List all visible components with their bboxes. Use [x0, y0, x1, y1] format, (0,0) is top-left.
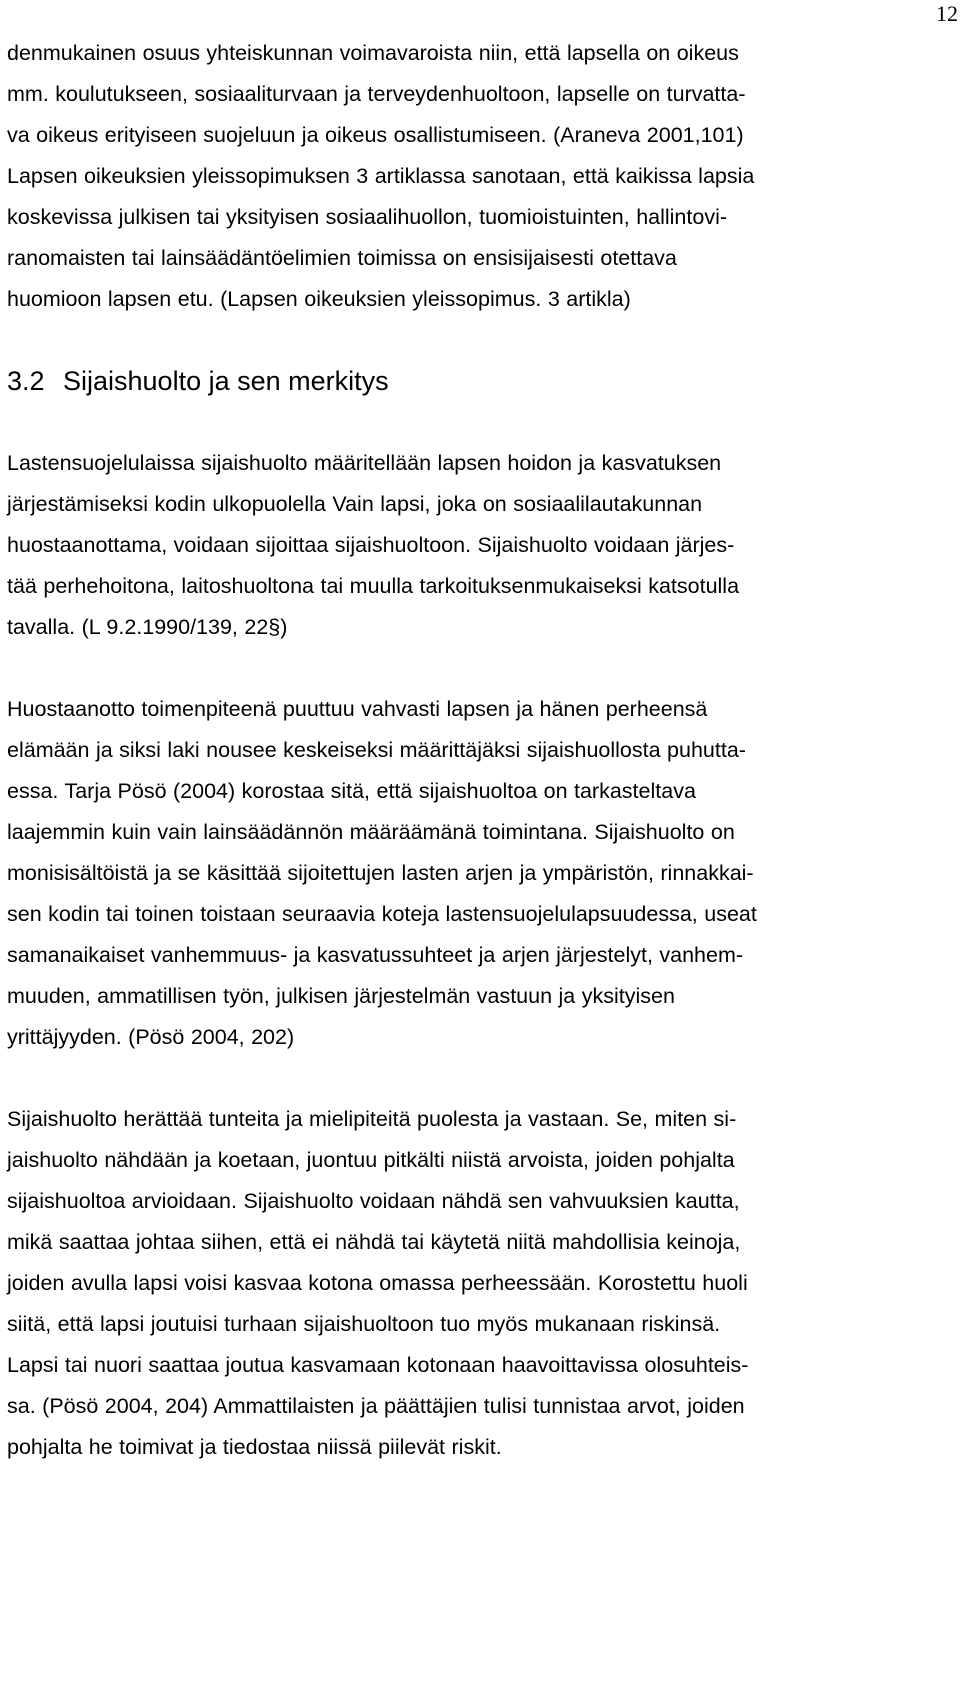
text-line: joiden avulla lapsi voisi kasvaa kotona omassa perheessään. Korostettu huoli — [7, 1271, 748, 1295]
text-line: huostaanottama, voidaan sijoittaa sijaishuoltoon. Sijaishuolto voidaan järjes- — [7, 533, 735, 557]
text-line: mm. koulutukseen, sosiaaliturvaan ja terveydenhuoltoon, lapselle on turvatta- — [7, 82, 746, 106]
paragraph-definition — [7, 443, 955, 648]
paragraph-spacer — [7, 402, 955, 443]
text-line: essa. Tarja Pösö (2004) korostaa sitä, että sijaishuoltoa on tarkasteltava — [7, 779, 696, 803]
text-line: tavalla. (L 9.2.1990/139, 22§) — [7, 615, 288, 639]
text-line: pohjalta he toimivat ja tiedostaa niissä piilevät riskit. — [7, 1435, 502, 1459]
paragraph-spacer — [7, 648, 955, 689]
text-line: ranomaisten tai lainsäädäntöelimien toimissa on ensisijaisesti otettava — [7, 246, 677, 270]
text-line: samanaikaiset vanhemmuus- ja kasvatussuhteet ja arjen järjestelyt, vanhem- — [7, 943, 744, 967]
paragraph-spacer — [7, 1058, 955, 1099]
section-heading — [7, 361, 955, 402]
section-title: Sijaishuolto ja sen merkitys — [63, 366, 389, 396]
text-line: huomioon lapsen etu. (Lapsen oikeuksien yleissopimus. 3 artikla) — [7, 287, 631, 311]
text-line: Lapsen oikeuksien yleissopimuksen 3 artiklassa sanotaan, että kaikissa lapsia — [7, 164, 755, 188]
text-line: jaishuolto nähdään ja koetaan, juontuu pitkälti niistä arvoista, joiden pohjalta — [7, 1148, 735, 1172]
text-line: yrittäjyyden. (Pösö 2004, 202) — [7, 1025, 295, 1049]
paragraph-spacer — [7, 320, 955, 361]
text-line: laajemmin kuin vain lainsäädännön määräämänä toimintana. Sijaishuolto on — [7, 820, 735, 844]
text-line: va oikeus erityiseen suojeluun ja oikeus osallistumiseen. (Araneva 2001,101) — [7, 123, 744, 147]
text-line: sen kodin tai toinen toistaan seuraavia koteja lastensuojelulapsuudessa, useat — [7, 902, 757, 926]
text-line: elämään ja siksi laki nousee keskeiseksi määrittäjäksi sijaishuollosta puhutta- — [7, 738, 746, 762]
text-line: koskevissa julkisen tai yksityisen sosiaalihuollon, tuomioistuinten, hallintovi- — [7, 205, 728, 229]
text-line: sa. (Pösö 2004, 204) Ammattilaisten ja päättäjien tulisi tunnistaa arvot, joiden — [7, 1394, 745, 1418]
text-line: sijaishuoltoa arvioidaan. Sijaishuolto voidaan nähdä sen vahvuuksien kautta, — [7, 1189, 740, 1213]
page-number: 12 — [936, 1, 958, 26]
text-line: Sijaishuolto herättää tunteita ja mielipiteitä puolesta ja vastaan. Se, miten si- — [7, 1107, 737, 1131]
text-line: järjestämiseksi kodin ulkopuolella Vain lapsi, joka on sosiaalilautakunnan — [7, 492, 703, 516]
text-line: Huostaanotto toimenpiteenä puuttuu vahvasti lapsen ja hänen perheensä — [7, 697, 708, 721]
section-number: 3.2 — [7, 366, 45, 396]
text-line: Lapsi tai nuori saattaa joutua kasvamaan kotonaan haavoittavissa olosuhteis- — [7, 1353, 749, 1377]
text-line: tää perhehoitona, laitoshuoltona tai muulla tarkoituksenmukaiseksi katsotulla — [7, 574, 740, 598]
intro-paragraph — [7, 33, 955, 320]
paragraph-custody — [7, 689, 955, 1058]
text-line: Lastensuojelulaissa sijaishuolto määritellään lapsen hoidon ja kasvatuksen — [7, 451, 722, 475]
text-line: monisisältöistä ja se käsittää sijoitettujen lasten arjen ja ympäristön, rinnakkai- — [7, 861, 754, 885]
text-line: muuden, ammatillisen työn, julkisen järjestelmän vastuun ja yksityisen — [7, 984, 675, 1008]
document-body — [7, 33, 955, 1468]
text-line: denmukainen osuus yhteiskunnan voimavaroista niin, että lapsella on oikeus — [7, 41, 739, 65]
text-line: siitä, että lapsi joutuisi turhaan sijaishuoltoon tuo myös mukanaan riskinsä. — [7, 1312, 721, 1336]
text-line: mikä saattaa johtaa siihen, että ei nähdä tai käytetä niitä mahdollisia keinoja, — [7, 1230, 741, 1254]
paragraph-opinions — [7, 1099, 955, 1468]
